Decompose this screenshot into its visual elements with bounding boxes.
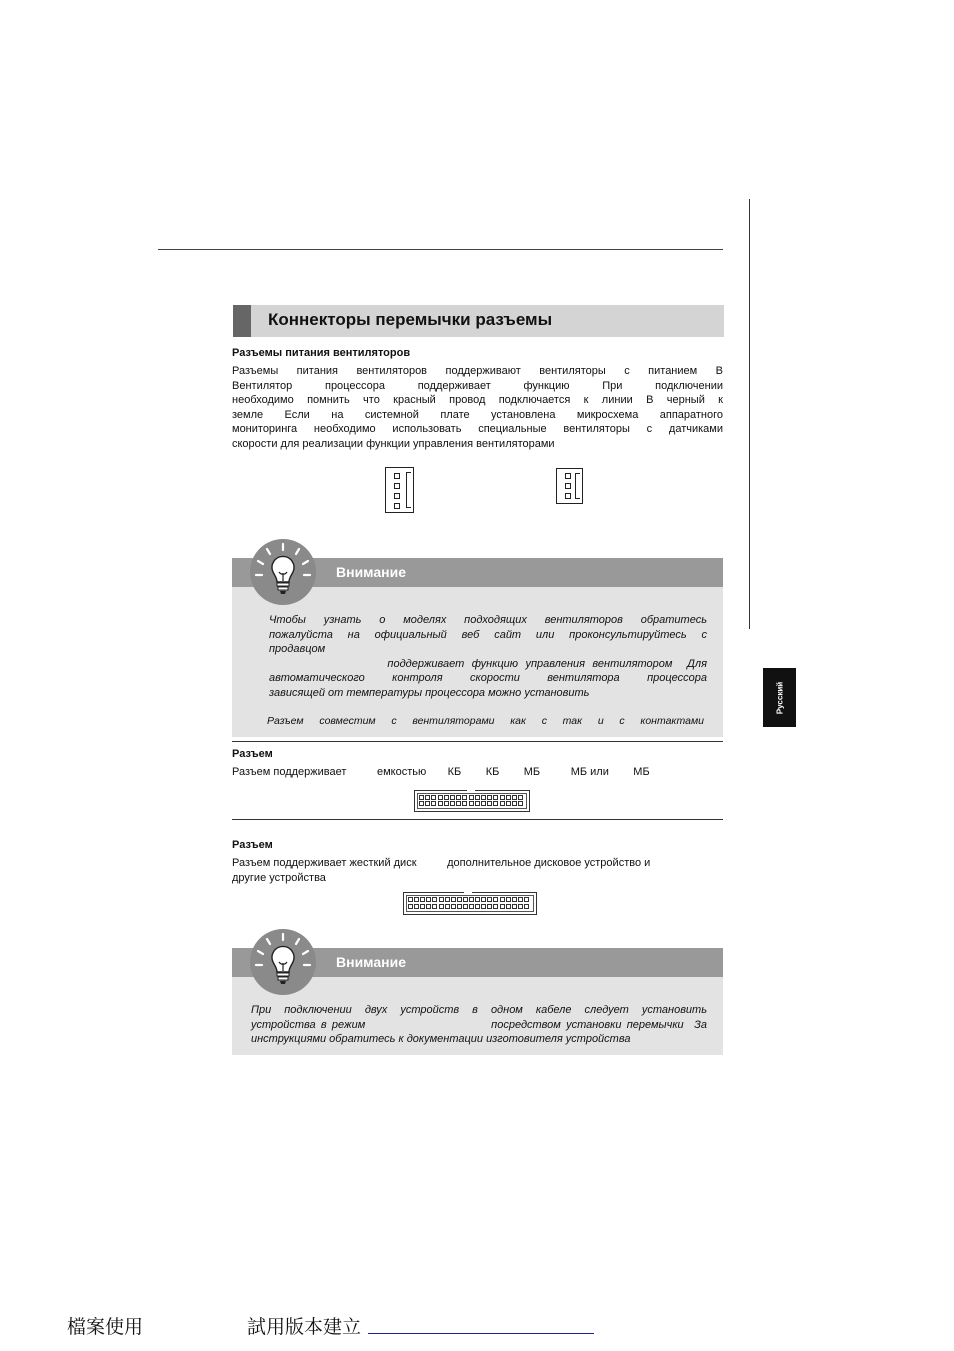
connector-pin: [500, 795, 505, 800]
connector-pin: [524, 897, 529, 902]
connector-pin: [469, 801, 474, 806]
note-line: автоматического контроля скорости вентилятора процессора: [269, 672, 707, 684]
connector-pin: [414, 897, 419, 902]
connector-pin: [431, 795, 436, 800]
connector-pin: [475, 801, 480, 806]
connector-pin: [419, 801, 424, 806]
connector-pin: [512, 801, 517, 806]
language-tab[interactable]: [763, 668, 796, 727]
section-divider: [232, 741, 723, 742]
connector-pin: [487, 904, 492, 909]
connector-pin: [420, 897, 425, 902]
footer-link-underline[interactable]: [368, 1333, 594, 1334]
connector-pin: [518, 904, 523, 909]
connector-pin: [463, 904, 468, 909]
section-title: Коннекторы перемычки разъемы: [268, 310, 553, 329]
connector-pin: [408, 897, 413, 902]
connector-pin: [457, 904, 462, 909]
connector-pin: [445, 904, 450, 909]
ide-connector-diagram: [403, 892, 537, 915]
ide-line: другие устройства: [232, 871, 326, 884]
note-text: [269, 613, 707, 700]
fan-paragraph: [232, 364, 723, 451]
connector-pin: [450, 795, 455, 800]
footer-right-text: 試用版本建立: [247, 1316, 362, 1338]
connector-pin: [518, 801, 523, 806]
connector-pin: [512, 904, 517, 909]
footer-left-text: 檔案使用: [67, 1316, 144, 1338]
connector-pin: [462, 801, 467, 806]
note-line: продавцом: [269, 643, 326, 655]
connector-pin: [432, 897, 437, 902]
section-title-bar: [233, 305, 724, 337]
connector-pin: [500, 904, 505, 909]
note-line: устройства в режим посредством установки перемычки За: [251, 1018, 707, 1031]
connector-pin: [512, 897, 517, 902]
note-line: Чтобы узнать о моделях подходящих вентиляторов обратитесь: [269, 614, 707, 626]
connector-pin: [481, 897, 486, 902]
connector-pin: [439, 904, 444, 909]
side-rule: [749, 199, 750, 629]
connector-pin: [456, 801, 461, 806]
note-text: [251, 1003, 707, 1047]
connector-pin: [493, 801, 498, 806]
connector-pin: [431, 801, 436, 806]
ide-line: Разъем поддерживает жесткий диск дополнительное дисковое устройство и: [232, 857, 651, 869]
note-title: Внимание: [336, 564, 406, 580]
connector-pin: [493, 795, 498, 800]
note-line: При подключении двух устройств в одном кабеле следует установить: [251, 1004, 707, 1016]
title-marker: [233, 305, 251, 337]
language-tab-label: Русский: [775, 681, 784, 714]
ide-heading: Разъем: [232, 839, 273, 851]
header-rule: [158, 249, 723, 250]
fan-line: Разъемы питания вентиляторов поддерживают вентиляторы с питанием В: [232, 365, 723, 377]
note-line: поддерживает функцию управления вентилятором Для: [269, 657, 707, 670]
connector-pin: [506, 897, 511, 902]
connector-pin: [451, 904, 456, 909]
connector-pin: [506, 904, 511, 909]
note-title: Внимание: [336, 954, 406, 970]
connector-pin: [456, 795, 461, 800]
lightbulb-icon: [249, 928, 317, 996]
floppy-heading: Разъем: [232, 748, 273, 760]
connector-pin: [524, 904, 529, 909]
note-line: зависящей от температуры процессора можно установить: [269, 686, 590, 699]
fan-line: скорости для реализации функции управления вентиляторами: [232, 437, 555, 450]
connector-pin: [432, 904, 437, 909]
connector-pin: [493, 897, 498, 902]
fan-line: необходимо помнить что красный провод подключается к линии В черный к: [232, 394, 723, 406]
connector-pin: [469, 795, 474, 800]
connector-pin: [457, 897, 462, 902]
connector-pin: [450, 801, 455, 806]
connector-pin: [414, 904, 419, 909]
connector-pin: [444, 795, 449, 800]
connector-pin: [425, 801, 430, 806]
connector-pin: [518, 897, 523, 902]
ide-paragraph: [232, 856, 723, 885]
connector-pin: [518, 795, 523, 800]
connector-pin: [475, 897, 480, 902]
connector-pin: [425, 795, 430, 800]
connector-pin: [493, 904, 498, 909]
fan-line: земле Если на системной плате установлена микросхема аппаратного: [232, 408, 723, 421]
connector-pin: [500, 897, 505, 902]
lightbulb-icon: [249, 538, 317, 606]
connector-pin: [487, 795, 492, 800]
connector-pin: [481, 904, 486, 909]
connector-pin: [487, 897, 492, 902]
connector-pin: [438, 801, 443, 806]
connector-pin: [506, 801, 511, 806]
note-last-line: Разъем совместим с вентиляторами как с так и с контактами: [267, 715, 704, 727]
connector-pin: [462, 795, 467, 800]
connector-pin: [487, 801, 492, 806]
connector-pin: [512, 795, 517, 800]
section-divider: [232, 819, 723, 820]
connector-pin: [469, 897, 474, 902]
connector-pin: [444, 801, 449, 806]
connector-pin: [426, 904, 431, 909]
connector-pin: [439, 897, 444, 902]
connector-pin: [451, 897, 456, 902]
connector-pin: [481, 795, 486, 800]
connector-pin: [475, 904, 480, 909]
floppy-connector-diagram: [414, 790, 530, 812]
connector-pin: [481, 801, 486, 806]
note-line: пожалуйста на официальный веб сайт или проконсультируйтесь с: [269, 628, 707, 641]
connector-pin: [426, 897, 431, 902]
connector-pin: [500, 801, 505, 806]
note-line: инструкциями обратитесь к документации изготовителя устройства: [251, 1033, 631, 1045]
fan-connector-4pin-diagram: [385, 467, 414, 513]
fan-line: Вентилятор процессора поддерживает функцию При подключении: [232, 379, 723, 392]
connector-pin: [438, 795, 443, 800]
connector-pin: [419, 795, 424, 800]
connector-pin: [469, 904, 474, 909]
fan-connector-3pin-diagram: [556, 468, 583, 504]
fan-line: мониторинга необходимо использовать специальные вентиляторы с датчиками: [232, 423, 723, 435]
connector-pin: [506, 795, 511, 800]
connector-pin: [445, 897, 450, 902]
connector-pin: [408, 904, 413, 909]
connector-pin: [475, 795, 480, 800]
fan-heading: Разъемы питания вентиляторов: [232, 347, 411, 359]
floppy-text: Разъем поддерживает емкостью КБ КБ МБ МБ или МБ: [232, 766, 650, 778]
connector-pin: [420, 904, 425, 909]
connector-pin: [463, 897, 468, 902]
